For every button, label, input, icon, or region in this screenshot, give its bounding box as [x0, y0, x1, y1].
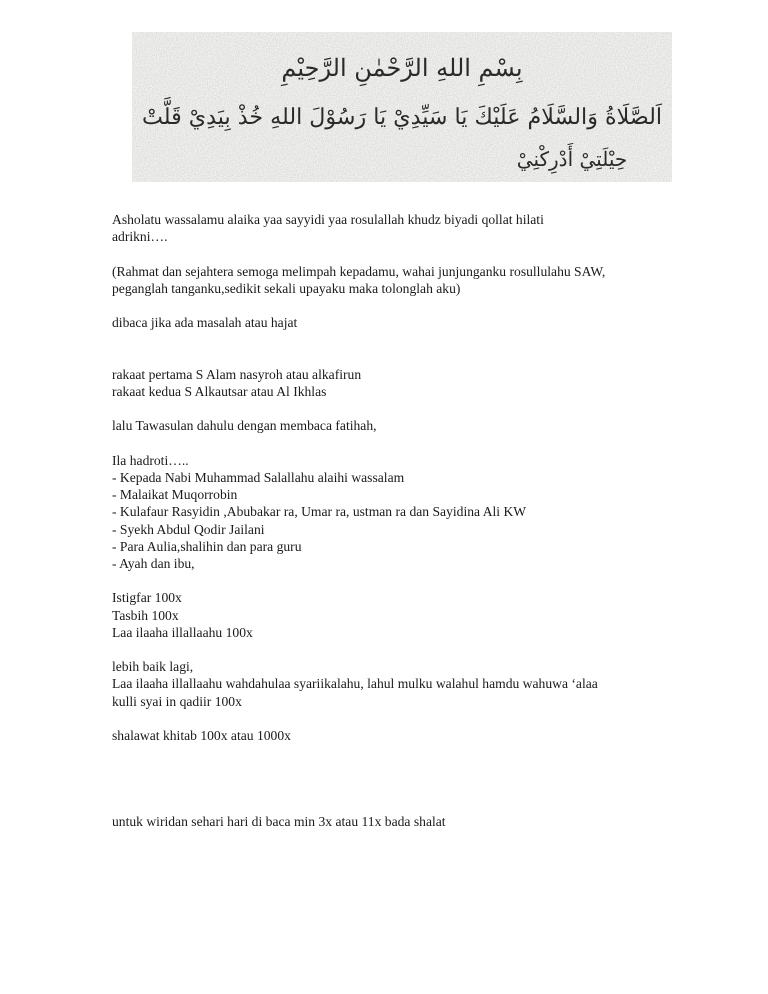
rakaat-second: rakaat kedua S Alkautsar atau Al Ikhlas: [112, 383, 327, 399]
usage-note: dibaca jika ada masalah atau hajat: [112, 315, 298, 331]
wirid-note: untuk wiridan sehari hari di baca min 3x atau 11x bada shalat: [112, 813, 446, 829]
hadroti-intro: Ila hadroti…..: [112, 452, 189, 468]
dzikir-tahlil: Laa ilaaha illallaahu 100x: [112, 624, 253, 640]
better-option-intro: lebih baik lagi,: [112, 659, 194, 675]
rakaat-first: rakaat pertama S Alam nasyroh atau alkafirun: [112, 366, 362, 382]
better-option-line-2: kulli syai in qadiir 100x: [112, 693, 242, 709]
shalawat-khitab: shalawat khitab 100x atau 1000x: [112, 727, 291, 743]
hadroti-list-item: - Malaikat Muqorrobin: [112, 487, 238, 503]
hadroti-list-item: - Para Aulia,shalihin dan para guru: [112, 538, 302, 554]
document-body: [112, 211, 672, 830]
calligraphy-line-3: حِيْلَتِيْ أَدْرِكْنِيْ: [516, 147, 628, 171]
calligraphy-line-1: بِسْمِ اللهِ الرَّحْمٰنِ الرَّحِيْمِ: [281, 54, 523, 82]
hadroti-list-item: - Kulafaur Rasyidin ,Abubakar ra, Umar ra, ustman ra dan Sayidina Ali KW: [112, 504, 527, 520]
hadroti-list-item: - Kepada Nabi Muhammad Salallahu alaihi wassalam: [112, 469, 405, 485]
hadroti-list-item: - Ayah dan ibu,: [112, 555, 195, 571]
prayer-transliteration-line-1: Asholatu wassalamu alaika yaa sayyidi yaa rosulallah khudz biyadi qollat hilati: [112, 212, 544, 227]
prayer-translation-line-1: (Rahmat dan sejahtera semoga melimpah kepadamu, wahai junjunganku rosullulahu SAW,: [112, 263, 606, 279]
calligraphy-line-2: اَلصَّلَاةُ وَالسَّلَامُ عَلَيْكَ يَا سَيِّدِيْ يَا رَسُوْلَ اللهِ خُذْ بِيَدِيْ قَلَّتْ: [142, 105, 658, 130]
prayer-transliteration-line-2: adrikni….: [112, 229, 168, 245]
dzikir-istigfar: Istigfar 100x: [112, 590, 182, 606]
tawasul-instruction: lalu Tawasulan dahulu dengan membaca fatihah,: [112, 418, 377, 434]
dzikir-tasbih: Tasbih 100x: [112, 607, 179, 623]
hadroti-list-item: - Syekh Abdul Qodir Jailani: [112, 521, 265, 537]
better-option-line-1: Laa ilaaha illallaahu wahdahulaa syariikalahu, lahul mulku walahul hamdu wahuwa ‘alaa: [112, 676, 598, 692]
calligraphy-image: [132, 32, 672, 182]
prayer-translation-line-2: peganglah tanganku,sedikit sekali upayaku maka tolonglah aku): [112, 280, 461, 296]
